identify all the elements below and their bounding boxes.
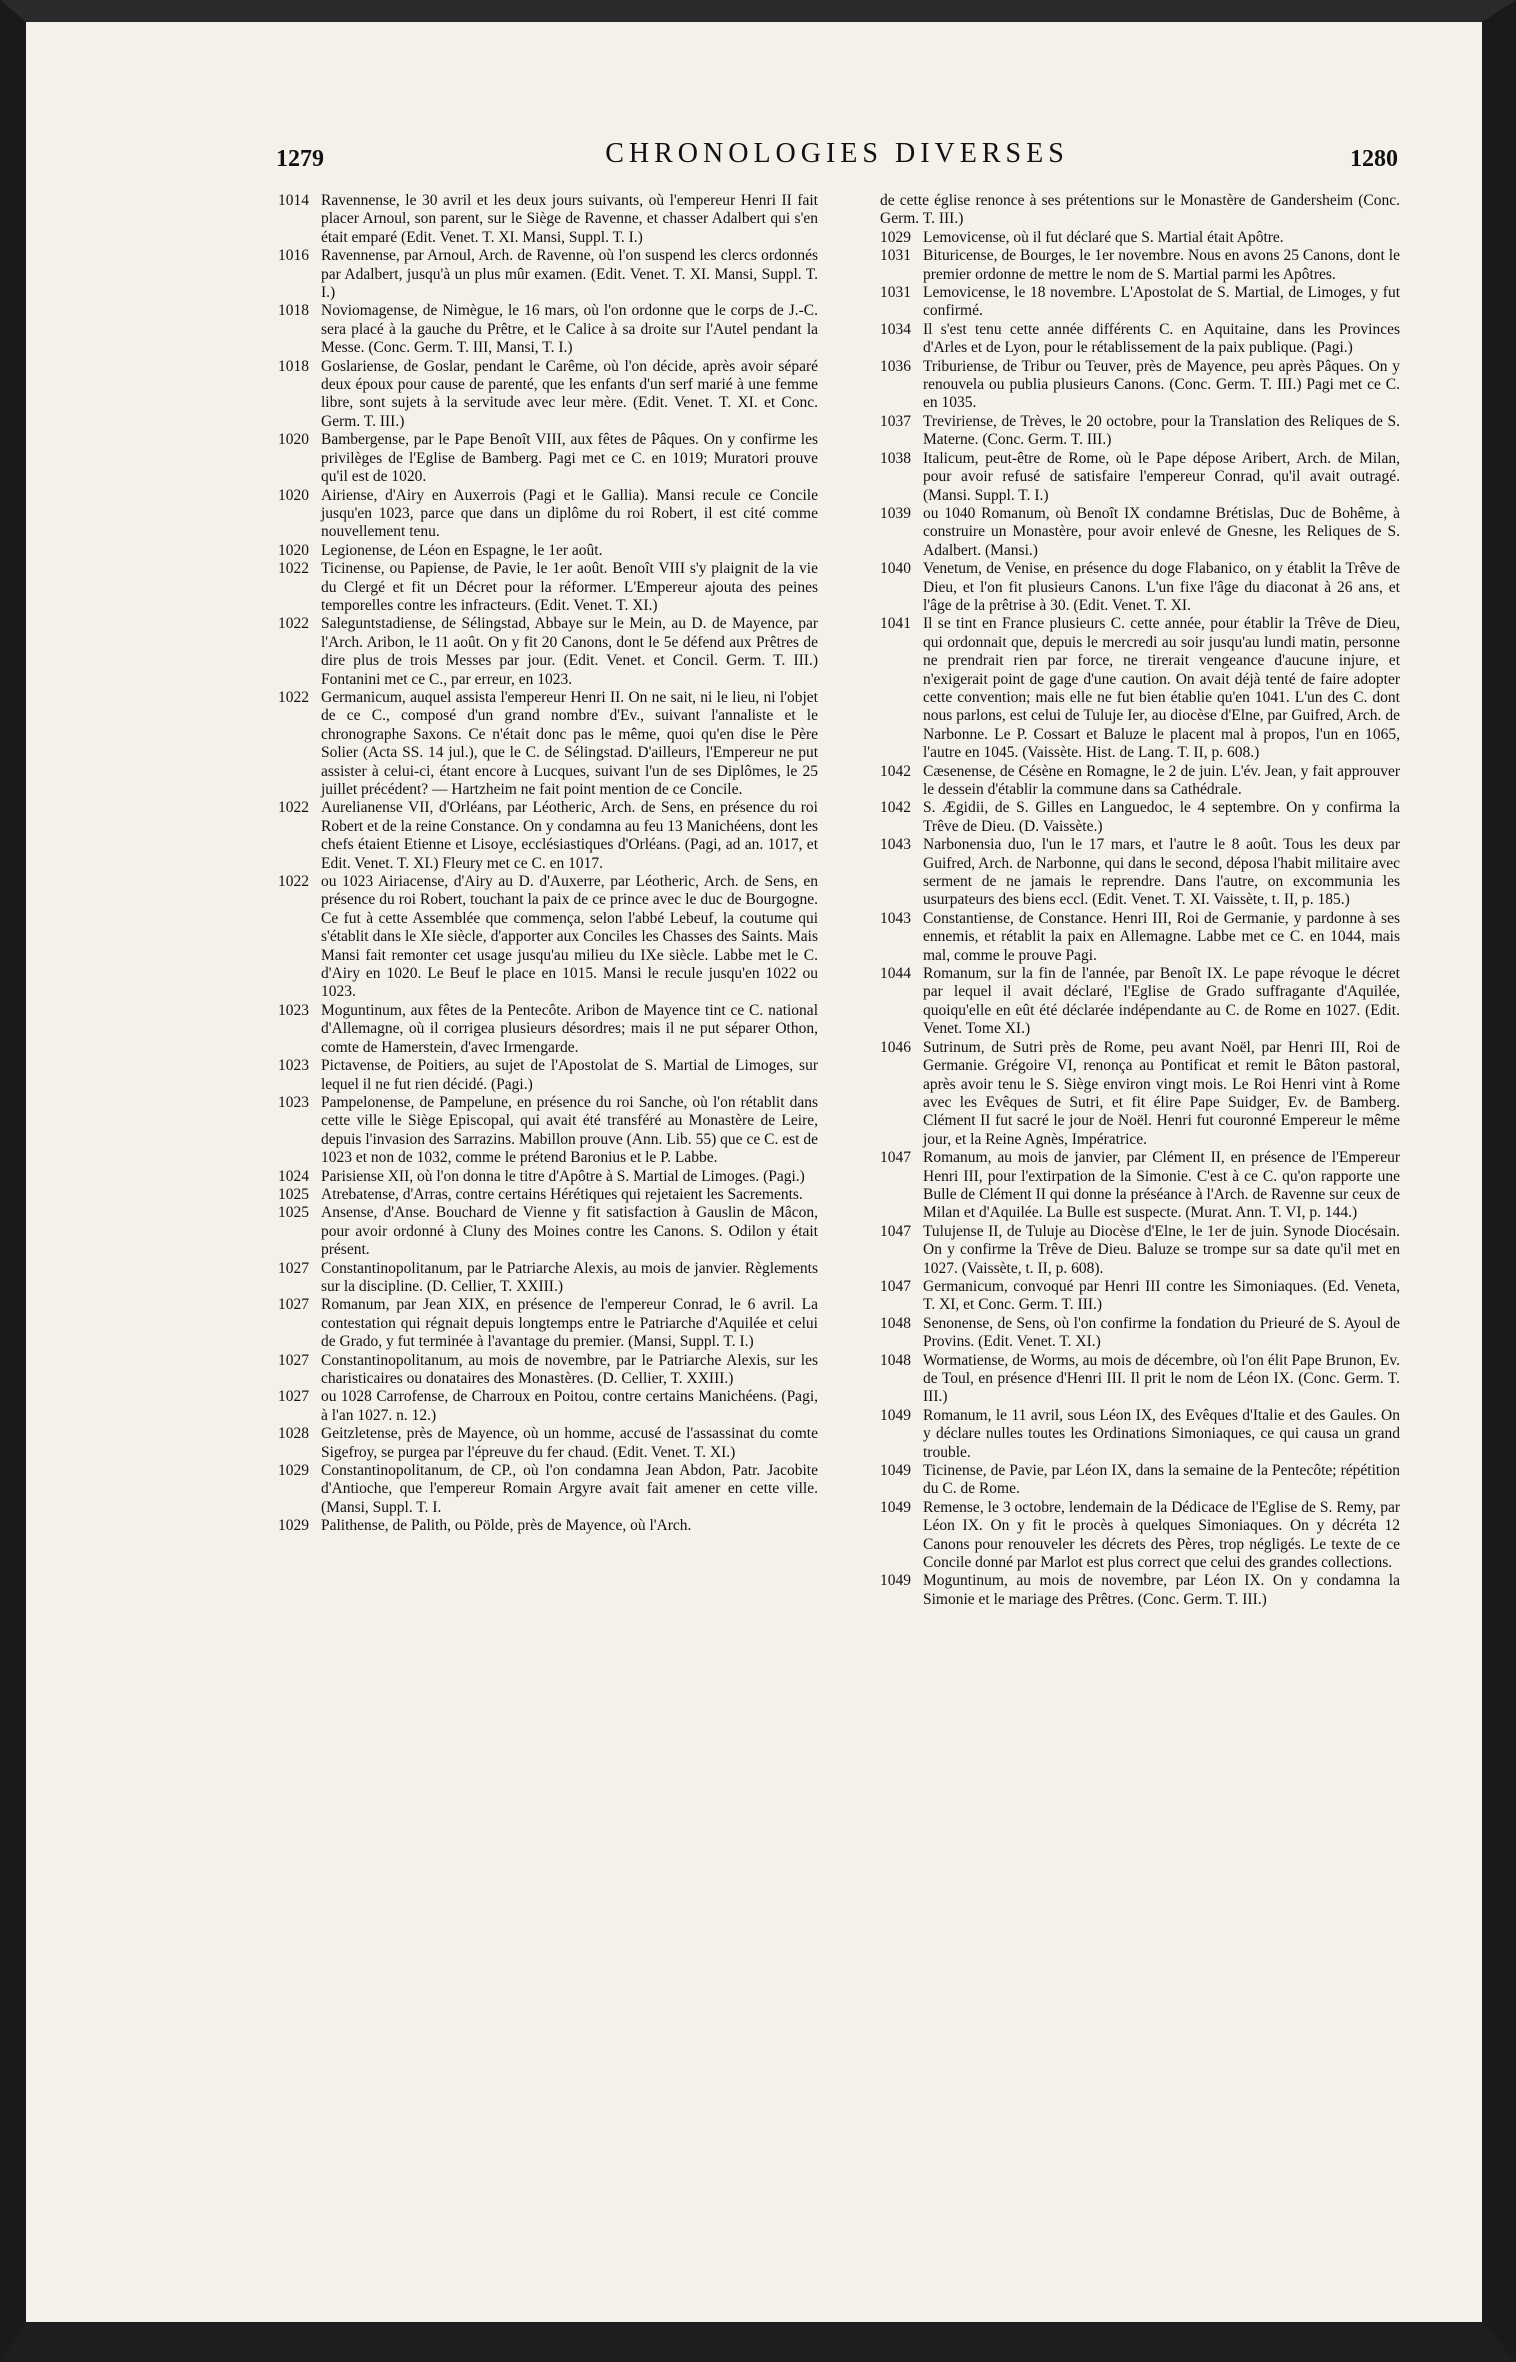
entry-text: Moguntinum, aux fêtes de la Pentecôte. Aribon de Mayence tint ce C. national d'Allemagne, où il corrigea plusieurs désordres; mais il ne put séparer Othon, comte de Hamerstein, d'avec Irmengarde. bbox=[321, 1001, 818, 1056]
council-entry bbox=[278, 615, 818, 689]
council-entry bbox=[278, 560, 818, 615]
entry-text: Ravennense, par Arnoul, Arch. de Ravenne, où l'on suspend les clercs ordonnés par Adalbert, jusqu'à un plus mûr examen. (Edit. Venet. T. XI. Mansi, Suppl. T. I.) bbox=[321, 247, 818, 302]
page-header bbox=[276, 138, 1398, 178]
entry-year: 1025 bbox=[278, 1204, 309, 1222]
entry-text: Ticinense, de Pavie, par Léon IX, dans la semaine de la Pentecôte; répétition du C. de Rome. bbox=[923, 1462, 1400, 1498]
entry-year: 1049 bbox=[880, 1462, 911, 1480]
entry-text: Aurelianense VII, d'Orléans, par Léotheric, Arch. de Sens, en présence du roi Robert et de la reine Constance. On y condamna au feu 13 Manichéens, dont les chefs étaient Etienne et Lisoye, ecclésiastiques d'Orléans. (Pagi, ad an. 1017, et Edit. Venet. T. XI.) Fleury met ce C. en 1017. bbox=[321, 799, 818, 872]
entry-text: Il s'est tenu cette année différents C. en Aquitaine, dans les Provinces d'Arles et de Lyon, pour le rétablissement de la paix publique. (Pagi.) bbox=[923, 320, 1400, 357]
entry-text: Venetum, de Venise, en présence du doge Flabanico, on y établit la Trêve de Dieu, et l'on fit plusieurs Canons. L'un fixe l'âge du diaconat à 26 ans, et l'âge de la prêtrise à 30. (Edit. Venet. T. XI. bbox=[923, 560, 1400, 614]
council-entry bbox=[278, 358, 818, 432]
council-entry bbox=[880, 321, 1400, 358]
entry-year: 1014 bbox=[278, 192, 309, 209]
council-entry bbox=[278, 1057, 818, 1094]
council-entry bbox=[880, 560, 1400, 615]
entry-text: S. Ægidii, de S. Gilles en Languedoc, le 4 septembre. On y confirma la Trêve de Dieu. (D. Vaissète.) bbox=[923, 799, 1400, 835]
entry-year: 1038 bbox=[880, 449, 911, 467]
entry-year: 1020 bbox=[278, 486, 309, 504]
council-entry bbox=[278, 1094, 818, 1168]
entry-text: Sutrinum, de Sutri près de Rome, peu avant Noël, par Henri III, Roi de Germanie. Grégoire VI, renonça au Pontificat et remit le Bâton pastoral, après avoir tenu le S. Siège environ vingt mois. Le Roi Henri vint à Rome avec les Evêques de Sutri, et fit élire Pape Suidger, Ev. de Bamberg. Clément II fut sacré le jour de Noël. Henri fut couronné Empereur le même jour, et la Reine Agnès, Impératrice. bbox=[923, 1038, 1400, 1148]
entry-text: Constantinopolitanum, de CP., où l'on condamna Jean Abdon, Patr. Jacobite d'Antioche, que l'empereur Romain Argyre avait fait amener en cette ville. (Mansi, Suppl. T. I. bbox=[321, 1462, 818, 1516]
entry-year: 1043 bbox=[880, 836, 911, 854]
entry-year: 1020 bbox=[278, 541, 309, 559]
entry-year: 1037 bbox=[880, 412, 911, 430]
entry-year: 1029 bbox=[278, 1462, 309, 1480]
entry-text: Pictavense, de Poitiers, au sujet de l'Apostolat de S. Martial de Limoges, sur lequel il ne fut rien décidé. (Pagi.) bbox=[321, 1057, 818, 1093]
council-entry bbox=[880, 1499, 1400, 1573]
entry-year: 1048 bbox=[880, 1314, 911, 1332]
entry-text: Germanicum, auquel assista l'empereur Henri II. On ne sait, ni le lieu, ni l'objet de ce C., composé d'un grand nombre d'Ev., suivant l'annaliste et le chronographe Saxons. Ce n'était donc pas le même, quoi qu'en dise le Père Solier (Acta SS. 14 jul.), que le C. de Sélingstad. D'ailleurs, l'Empereur ne put assister à celui-ci, étant encore à Lucques, suivant l'un de ses Diplômes, le 25 juillet précédent? — Hartzheim ne fait point mention de ce Concile. bbox=[321, 688, 818, 798]
council-entry bbox=[880, 1315, 1400, 1352]
entry-text: Noviomagense, de Nimègue, le 16 mars, où l'on ordonne que le corps de J.-C. sera placé à la gauche du Prêtre, et le Calice à sa droite sur l'Autel pendant la Messe. (Conc. Germ. T. III, Mansi, T. I.) bbox=[321, 302, 818, 357]
council-entry bbox=[880, 1149, 1400, 1223]
entry-text: Airiense, d'Airy en Auxerrois (Pagi et le Gallia). Mansi recule ce Concile jusqu'en 1023, parce que dans un diplôme du roi Robert, il est cité comme nouvellement tenu. bbox=[321, 486, 818, 541]
entry-year: 1048 bbox=[880, 1351, 911, 1369]
entry-year: 1018 bbox=[278, 357, 309, 375]
council-entry bbox=[278, 192, 818, 247]
entry-text: Constantinopolitanum, au mois de novembre, par le Patriarche Alexis, sur les charisticaires ou donataires des Monastères. (D. Cellier, T. XXIII.) bbox=[321, 1351, 818, 1387]
entry-text: Romanum, sur la fin de l'année, par Benoît IX. Le pape révoque le décret par lequel il avait déclaré, l'Eglise de Grado suffragante d'Aquilée, quoiqu'elle en eût été déclarée indépendante au C. de Rome en 1027. (Edit. Venet. Tome XI.) bbox=[923, 965, 1400, 1038]
entry-year: 1027 bbox=[278, 1351, 309, 1369]
council-entry bbox=[880, 1223, 1400, 1278]
entry-text: Bituricense, de Bourges, le 1er novembre. Nous en avons 25 Canons, dont le premier ordonne de mettre le nom de S. Martial parmi les Apôtres. bbox=[923, 247, 1400, 283]
entry-year: 1028 bbox=[278, 1425, 309, 1443]
entry-text: Saleguntstadiense, de Sélingstad, Abbaye sur le Mein, au D. de Mayence, par l'Arch. Aribon, le 11 août. On y fit 20 Canons, dont le 5e défend aux Prêtres de dire plus de trois Messes par jour. (Edit. Venet. et Concil. Germ. T. III.) Fontanini met ce C., par erreur, en 1023. bbox=[321, 615, 818, 688]
council-entry bbox=[880, 284, 1400, 321]
entry-year: 1047 bbox=[880, 1277, 911, 1295]
council-entry bbox=[880, 358, 1400, 413]
entry-year: 1042 bbox=[880, 762, 911, 780]
council-entry bbox=[278, 1260, 818, 1297]
entry-year: 1027 bbox=[278, 1296, 309, 1314]
entry-year: 1023 bbox=[278, 1057, 309, 1075]
entry-text: Remense, le 3 octobre, lendemain de la Dédicace de l'Eglise de S. Remy, par Léon IX. On y fit le procès à quelques Simoniaques. On y décréta 12 Canons pour renouveler les décrets des Pères, trop négligés. Le texte de ce Concile donné par Marlot est plus correct que celui des grandes collections. bbox=[923, 1498, 1400, 1572]
council-entry bbox=[880, 910, 1400, 965]
entry-text: Lemovicense, où il fut déclaré que S. Martial était Apôtre. bbox=[923, 228, 1284, 246]
entry-text: Lemovicense, le 18 novembre. L'Apostolat de S. Martial, de Limoges, y fut confirmé. bbox=[923, 284, 1400, 320]
entry-year: 1047 bbox=[880, 1149, 911, 1167]
entry-text: Goslariense, de Goslar, pendant le Carême, où l'on décide, après avoir séparé deux époux pour cause de parenté, que les enfants d'un serf marié à une femme libre, sont sujets à la servitude avec leur mère. (Edit. Venet. T. XI. et Conc. Germ. T. III.) bbox=[321, 357, 818, 430]
council-entry bbox=[880, 192, 1400, 229]
entry-text: ou 1023 Airiacense, d'Airy au D. d'Auxerre, par Léotheric, Arch. de Sens, en présence du roi Robert, touchant la paix de ce prince avec le duc de Bourgogne. Ce fut à cette Assemblée que commença, selon l'abbé Lebeuf, la coutume qui s'établit dans le XIe siècle, d'apporter aux Conciles les Chasses des Saints. Mais Mansi fait remonter cet usage jusqu'au milieu du IXe siècle. Labbe met le C. d'Airy en 1020. Le Beuf le place en 1015. Mansi le recule jusqu'en 1022 ou 1023. bbox=[321, 873, 818, 1001]
entry-year: 1029 bbox=[880, 228, 911, 246]
council-entry bbox=[278, 247, 818, 302]
entry-year: 1024 bbox=[278, 1167, 309, 1185]
entry-text: Germanicum, convoqué par Henri III contre les Simoniaques. (Ed. Veneta, T. XI, et Conc. Germ. T. III.) bbox=[923, 1277, 1400, 1314]
entry-text: Tulujense II, de Tuluje au Diocèse d'Elne, le 1er de juin. Synode Diocésain. On y confirme la Trêve de Dieu. Baluze se trompe sur sa date qu'il met en 1027. (Vaissète, t. II, p. 608). bbox=[923, 1222, 1400, 1277]
entry-text: Romanum, par Jean XIX, en présence de l'empereur Conrad, le 6 avril. La contestation qui régnait depuis longtemps entre le Patriarche d'Aquilée et celui de Grado, y fut terminée à l'avantage du premier. (Mansi, Suppl. T. I.) bbox=[321, 1296, 818, 1351]
council-entry bbox=[278, 1425, 818, 1462]
council-entry bbox=[880, 1462, 1400, 1499]
entry-year: 1022 bbox=[278, 615, 309, 633]
council-entry bbox=[278, 1517, 818, 1535]
council-entry bbox=[278, 689, 818, 799]
entry-year: 1041 bbox=[880, 615, 911, 633]
entry-text: Romanum, le 11 avril, sous Léon IX, des Evêques d'Italie et des Gaules. On y déclare nulles toutes les Ordinations Simoniaques, ce qui causa un grand trouble. bbox=[923, 1406, 1400, 1461]
council-entry bbox=[880, 247, 1400, 284]
entry-text: Bambergense, par le Pape Benoît VIII, aux fêtes de Pâques. On y confirme les privilèges de l'Eglise de Bamberg. Pagi met ce C. en 1019; Muratori prouve qu'il est de 1020. bbox=[321, 431, 818, 486]
entry-text: Senonense, de Sens, où l'on confirme la fondation du Prieuré de S. Ayoul de Provins. (Edit. Venet. T. XI.) bbox=[923, 1314, 1400, 1351]
entry-year: 1049 bbox=[880, 1406, 911, 1424]
entry-text: Narbonensia duo, l'un le 17 mars, et l'autre le 8 août. Tous les deux par Guifred, Arch. de Narbonne, qui dans le second, déposa l'habit militaire avec serment de ne jamais le reprendre. Dans l'autre, on excommunia les usurpateurs des biens eccl. (Edit. Venet. T. XI. Vaissète, t. II, p. 185.) bbox=[923, 836, 1400, 909]
page-number-left: 1279 bbox=[276, 146, 324, 172]
entry-year: 1022 bbox=[278, 873, 309, 891]
entry-year: 1022 bbox=[278, 799, 309, 817]
entry-year: 1027 bbox=[278, 1388, 309, 1406]
entry-year: 1036 bbox=[880, 357, 911, 375]
entry-year: 1029 bbox=[278, 1517, 309, 1535]
entry-text: Ticinense, ou Papiense, de Pavie, le 1er août. Benoît VIII s'y plaignit de la vie du Clergé et fit un Décret pour la réformer. L'Empereur ajouta des peines temporelles contre les infracteurs. (Edit. Venet. T. XI.) bbox=[321, 560, 818, 614]
council-entry bbox=[880, 799, 1400, 836]
entry-year: 1025 bbox=[278, 1185, 309, 1203]
running-title: CHRONOLOGIES DIVERSES bbox=[605, 138, 1069, 169]
council-entry bbox=[278, 542, 818, 560]
council-entry bbox=[880, 965, 1400, 1039]
council-entry bbox=[880, 763, 1400, 800]
council-entry bbox=[880, 615, 1400, 762]
council-entry bbox=[880, 1407, 1400, 1462]
entry-year: 1031 bbox=[880, 247, 911, 265]
entry-text: Moguntinum, au mois de novembre, par Léon IX. On y condamna la Simonie et le mariage des Prêtres. (Conc. Germ. T. III.) bbox=[923, 1572, 1400, 1608]
page-number-right: 1280 bbox=[1350, 146, 1398, 172]
entry-year: 1047 bbox=[880, 1222, 911, 1240]
entry-year: 1049 bbox=[880, 1498, 911, 1516]
council-entry bbox=[278, 1352, 818, 1389]
entry-text: ou 1028 Carrofense, de Charroux en Poitou, contre certains Manichéens. (Pagi, à l'an 1027. n. 12.) bbox=[321, 1388, 818, 1424]
entry-text: Italicum, peut-être de Rome, où le Pape dépose Aribert, Arch. de Milan, pour avoir refusé de satisfaire l'empereur Conrad, qu'il avait outragé. (Mansi. Suppl. T. I.) bbox=[923, 449, 1400, 504]
entry-text: Il se tint en France plusieurs C. cette année, pour établir la Trêve de Dieu, qui ordonnait que, depuis le mercredi au soir jusqu'au lundi matin, personne ne prendrait rien par force, ne tirerait vengeance d'aucune injure, et n'exigerait point de gage d'une caution. On avait déjà tenté de faire adopter cette convention; mais elle ne fut bien établie qu'en 1041. L'un des C. dont nous parlons, est celui de Tuluje Ier, au diocèse d'Elne, par Guifred, Arch. de Narbonne. Le P. Cossart et Baluze le placent mal à propos, l'un en 1065, l'autre en 1045. (Vaissète. Hist. de Lang. T. II, p. 608.) bbox=[923, 615, 1400, 762]
entry-text: Ansense, d'Anse. Bouchard de Vienne y fit satisfaction à Gauslin de Mâcon, pour avoir ordonné à Cluny des Moines contre les Canons. S. Odilon y était présent. bbox=[321, 1204, 818, 1259]
entry-year: 1018 bbox=[278, 302, 309, 320]
council-entry bbox=[278, 1186, 818, 1204]
entry-text: Pampelonense, de Pampelune, en présence du roi Sanche, où l'on rétablit dans cette ville le Siège Episcopal, qui avait été transféré au Monastère de Leire, depuis l'invasion des Sarrazins. Mabillon prouve (Ann. Lib. 55) que ce C. est de 1023 et non de 1032, comme le prétend Baronius et le P. Labbe. bbox=[321, 1093, 818, 1167]
council-entry bbox=[278, 1462, 818, 1517]
entry-text: Parisiense XII, où l'on donna le titre d'Apôtre à S. Martial de Limoges. (Pagi.) bbox=[321, 1167, 805, 1185]
entry-year: 1044 bbox=[880, 965, 911, 983]
entry-text: Romanum, au mois de janvier, par Clément II, en présence de l'Empereur Henri III, pour l'extirpation de la Simonie. C'est à ce C. qu'on rapporte une Bulle de Clément II qui donne la préséance à l'Arch. de Ravenne sur ceux de Milan et d'Aquilée. La Bulle est suspecte. (Murat. Ann. T. VI, p. 144.) bbox=[923, 1149, 1400, 1222]
council-entry bbox=[880, 505, 1400, 560]
council-entry bbox=[278, 1296, 818, 1351]
council-entry bbox=[880, 1572, 1400, 1609]
council-entry bbox=[880, 450, 1400, 505]
entry-text: Cæsenense, de Césène en Romagne, le 2 de juin. L'év. Jean, y fait approuver le dessein d'établir la commune dans sa Cathédrale. bbox=[923, 762, 1400, 798]
entry-year: 1043 bbox=[880, 909, 911, 927]
entry-year: 1022 bbox=[278, 560, 309, 578]
council-entry bbox=[278, 1168, 818, 1186]
entry-year: 1023 bbox=[278, 1093, 309, 1111]
entry-text: Treviriense, de Trèves, le 20 octobre, pour la Translation des Reliques de S. Materne. (Conc. Germ. T. III.) bbox=[923, 412, 1400, 449]
entry-year: 1023 bbox=[278, 1001, 309, 1019]
entry-text: Constantinopolitanum, par le Patriarche Alexis, au mois de janvier. Règlements sur la discipline. (D. Cellier, T. XXIII.) bbox=[321, 1259, 818, 1295]
council-entry bbox=[880, 1352, 1400, 1407]
entry-text: Palithense, de Palith, ou Pölde, près de Mayence, où l'Arch. bbox=[321, 1517, 692, 1535]
entry-text: ou 1040 Romanum, où Benoît IX condamne Brétislas, Duc de Bohême, à construire un Monastère, pour avoir enlevé de Gnesne, les Reliques de S. Adalbert. (Mansi.) bbox=[923, 504, 1400, 559]
entry-year: 1020 bbox=[278, 431, 309, 449]
right-column bbox=[880, 192, 1400, 1609]
council-entry bbox=[880, 1039, 1400, 1149]
entry-year: 1039 bbox=[880, 504, 911, 522]
entry-year: 1049 bbox=[880, 1572, 911, 1590]
entry-text: Legionense, de Léon en Espagne, le 1er août. bbox=[321, 541, 603, 559]
council-entry bbox=[278, 1002, 818, 1057]
entry-text: Wormatiense, de Worms, au mois de décembre, où l'on élit Pape Brunon, Ev. de Toul, en présence d'Henri III. Il prit le nom de Léon IX. (Conc. Germ. T. III.) bbox=[923, 1351, 1400, 1406]
entry-year: 1046 bbox=[880, 1038, 911, 1056]
entry-year: 1034 bbox=[880, 320, 911, 338]
entry-year: 1042 bbox=[880, 799, 911, 817]
entry-text: de cette église renonce à ses prétentions sur le Monastère de Gandersheim (Conc. Germ. T. III.) bbox=[880, 192, 1400, 228]
council-entry bbox=[880, 229, 1400, 247]
council-entry bbox=[278, 431, 818, 486]
council-entry bbox=[278, 1388, 818, 1425]
council-entry bbox=[278, 487, 818, 542]
entry-year: 1040 bbox=[880, 560, 911, 578]
entry-text: Geitzletense, près de Mayence, où un homme, accusé de l'assassinat du comte Sigefroy, se purgea par l'épreuve du fer chaud. (Edit. Venet. T. XI.) bbox=[321, 1425, 818, 1461]
council-entry bbox=[278, 302, 818, 357]
entry-year: 1031 bbox=[880, 284, 911, 302]
left-column bbox=[278, 192, 818, 1536]
entry-text: Atrebatense, d'Arras, contre certains Hérétiques qui rejetaient les Sacrements. bbox=[321, 1185, 803, 1203]
entry-text: Constantiense, de Constance. Henri III, Roi de Germanie, y pardonne à ses ennemis, et rétablit la paix en Allemagne. Labbe met ce C. en 1044, mais mal, comme le prouve Pagi. bbox=[923, 909, 1400, 964]
entry-text: Ravennense, le 30 avril et les deux jours suivants, où l'empereur Henri II fait placer Arnoul, son parent, sur le Siège de Ravenne, et chasser Adalbert qui s'en était emparé (Edit. Venet. T. XI. Mansi, Suppl. T. I.) bbox=[321, 192, 818, 246]
entry-year: 1016 bbox=[278, 247, 309, 265]
council-entry bbox=[278, 799, 818, 873]
entry-year: 1022 bbox=[278, 688, 309, 706]
entry-text: Triburiense, de Tribur ou Teuver, près de Mayence, peu après Pâques. On y renouvela ou publia plusieurs Canons. (Conc. Germ. T. III.) Pagi met ce C. en 1035. bbox=[923, 357, 1400, 412]
council-entry bbox=[880, 1278, 1400, 1315]
council-entry bbox=[278, 873, 818, 1002]
council-entry bbox=[880, 836, 1400, 910]
entry-year: 1027 bbox=[278, 1259, 309, 1277]
council-entry bbox=[880, 413, 1400, 450]
council-entry bbox=[278, 1204, 818, 1259]
